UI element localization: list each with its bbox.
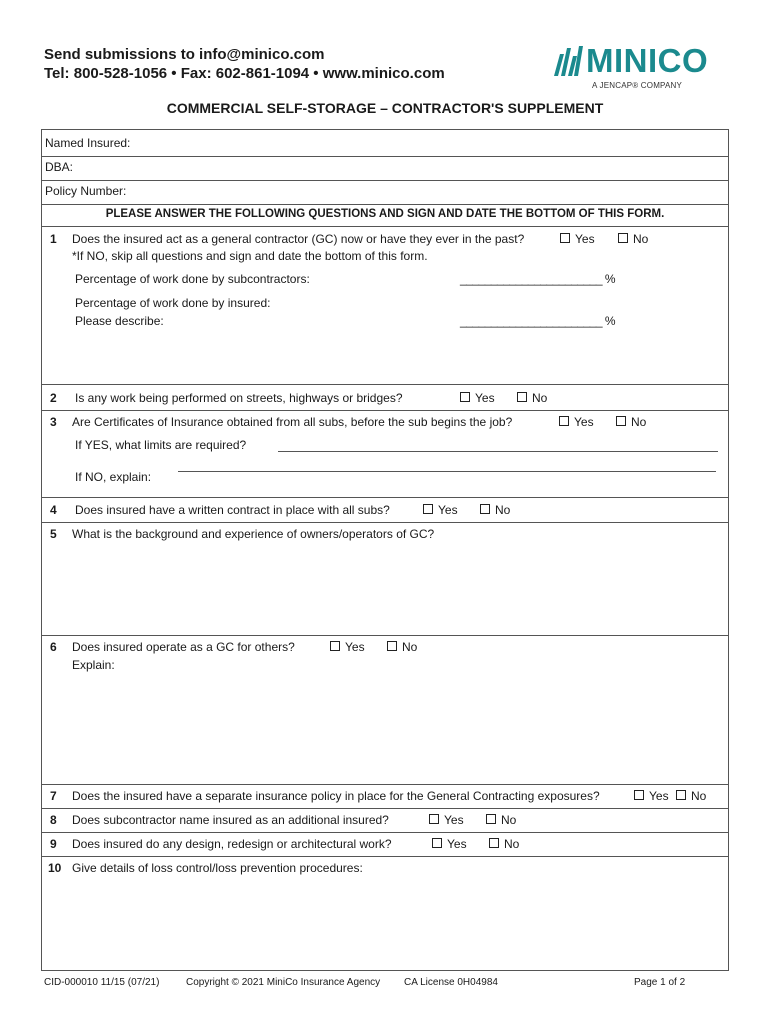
q2-no-checkbox[interactable] (517, 391, 547, 405)
logo-tagline: A JENCAP® COMPANY (592, 81, 683, 90)
question-number: 1 (50, 232, 57, 246)
q9-text: Does insured do any design, redesign or architectural work? (72, 837, 392, 851)
yes-label: Yes (475, 391, 495, 405)
q2-yes-checkbox[interactable] (460, 391, 495, 405)
page-number: Page 1 of 2 (634, 977, 686, 988)
q6-text: Does insured operate as a GC for others? (72, 640, 295, 654)
q4-no-checkbox[interactable] (480, 503, 510, 517)
q1-describe-label: Please describe: (75, 314, 164, 328)
no-label: No (633, 232, 649, 246)
dba-label: DBA: (45, 160, 74, 174)
q1-yes-checkbox[interactable] (560, 232, 595, 246)
yes-label: Yes (444, 813, 464, 827)
checkbox-icon (676, 790, 686, 800)
q6-no-checkbox[interactable] (387, 640, 417, 654)
checkbox-icon (517, 392, 527, 402)
minico-logo (552, 42, 724, 92)
checkbox-icon (429, 814, 439, 824)
yes-label: Yes (574, 415, 594, 429)
checkbox-icon (559, 416, 569, 426)
no-label: No (504, 837, 520, 851)
q1-no-checkbox[interactable] (618, 232, 648, 246)
question-number: 9 (50, 837, 57, 851)
q3-no-checkbox[interactable] (616, 415, 646, 429)
q8-no-checkbox[interactable] (486, 813, 516, 827)
q2-text: Is any work being performed on streets, highways or bridges? (75, 391, 403, 405)
yes-label: Yes (438, 503, 458, 517)
no-label: No (532, 391, 548, 405)
q6-explain-label: Explain: (72, 658, 115, 672)
checkbox-icon (432, 838, 442, 848)
question-number: 7 (50, 789, 57, 803)
checkbox-icon (634, 790, 644, 800)
q4-yes-checkbox[interactable] (423, 503, 458, 517)
no-label: No (501, 813, 517, 827)
yes-label: Yes (447, 837, 467, 851)
q1-sub-percentage-label: Percentage of work done by subcontractors: (75, 272, 310, 286)
q6-yes-checkbox[interactable] (330, 640, 365, 654)
q1-sub-percentage-field[interactable]: _______________________ % (460, 272, 616, 286)
q3-limits-field[interactable] (278, 451, 718, 452)
q3-explain-field[interactable] (178, 471, 716, 472)
question-number: 6 (50, 640, 57, 654)
question-number: 2 (50, 391, 57, 405)
q7-no-checkbox[interactable] (676, 789, 706, 803)
instruction-banner: PLEASE ANSWER THE FOLLOWING QUESTIONS AND SIGN AND DATE THE BOTTOM OF THIS FORM. (105, 208, 665, 220)
q5-text: What is the background and experience of owners/operators of GC? (72, 527, 435, 541)
form-title: COMMERCIAL SELF-STORAGE – CONTRACTOR'S SUPPLEMENT (166, 100, 604, 116)
q4-text: Does insured have a written contract in place with all subs? (75, 503, 390, 517)
no-label: No (402, 640, 418, 654)
no-label: No (691, 789, 707, 803)
checkbox-icon (616, 416, 626, 426)
named-insured-label: Named Insured: (45, 136, 131, 150)
q1-insured-percentage-field[interactable]: _______________________ % (460, 314, 616, 328)
q3-text: Are Certificates of Insurance obtained from all subs, before the sub begins the job? (72, 415, 513, 429)
q7-yes-checkbox[interactable] (634, 789, 669, 803)
checkbox-icon (460, 392, 470, 402)
q3-if-no-label: If NO, explain: (75, 470, 152, 484)
q1-note: *If NO, skip all questions and sign and date the bottom of this form. (72, 249, 428, 263)
license-number: CA License 0H04984 (404, 977, 498, 988)
logo-wordmark: MINICO (586, 42, 709, 79)
checkbox-icon (486, 814, 496, 824)
yes-label: Yes (649, 789, 669, 803)
question-number: 3 (50, 415, 57, 429)
question-number: 4 (50, 503, 57, 517)
yes-label: Yes (345, 640, 365, 654)
checkbox-icon (480, 504, 490, 514)
q3-if-yes-label: If YES, what limits are required? (75, 438, 247, 452)
checkbox-icon (387, 641, 397, 651)
question-number: 8 (50, 813, 57, 827)
yes-label: Yes (575, 232, 595, 246)
checkbox-icon (489, 838, 499, 848)
q9-no-checkbox[interactable] (489, 837, 519, 851)
form-id: CID-000010 11/15 (07/21) (44, 977, 160, 988)
q8-text: Does subcontractor name insured as an additional insured? (72, 813, 389, 827)
q8-yes-checkbox[interactable] (429, 813, 464, 827)
copyright: Copyright © 2021 MiniCo Insurance Agency (186, 977, 381, 988)
q3-yes-checkbox[interactable] (559, 415, 594, 429)
q7-text: Does the insured have a separate insurance policy in place for the General Contracting exposures? (72, 789, 600, 803)
q10-text: Give details of loss control/loss prevention procedures: (72, 861, 363, 875)
checkbox-icon (618, 233, 628, 243)
checkbox-icon (423, 504, 433, 514)
supplement-form (41, 129, 729, 971)
question-number: 10 (48, 861, 62, 875)
checkbox-icon (330, 641, 340, 651)
checkbox-icon (560, 233, 570, 243)
q1-insured-percentage-label: Percentage of work done by insured: (75, 296, 271, 310)
submission-email-line: Send submissions to info@minico.com (44, 46, 325, 63)
question-number: 5 (50, 527, 57, 541)
no-label: No (631, 415, 647, 429)
q1-text: Does the insured act as a general contractor (GC) now or have they ever in the past? (72, 232, 525, 246)
policy-number-label: Policy Number: (45, 184, 127, 198)
q9-yes-checkbox[interactable] (432, 837, 467, 851)
no-label: No (495, 503, 511, 517)
contact-line: Tel: 800-528-1056 • Fax: 602-861-1094 • www.minico.com (44, 65, 445, 82)
